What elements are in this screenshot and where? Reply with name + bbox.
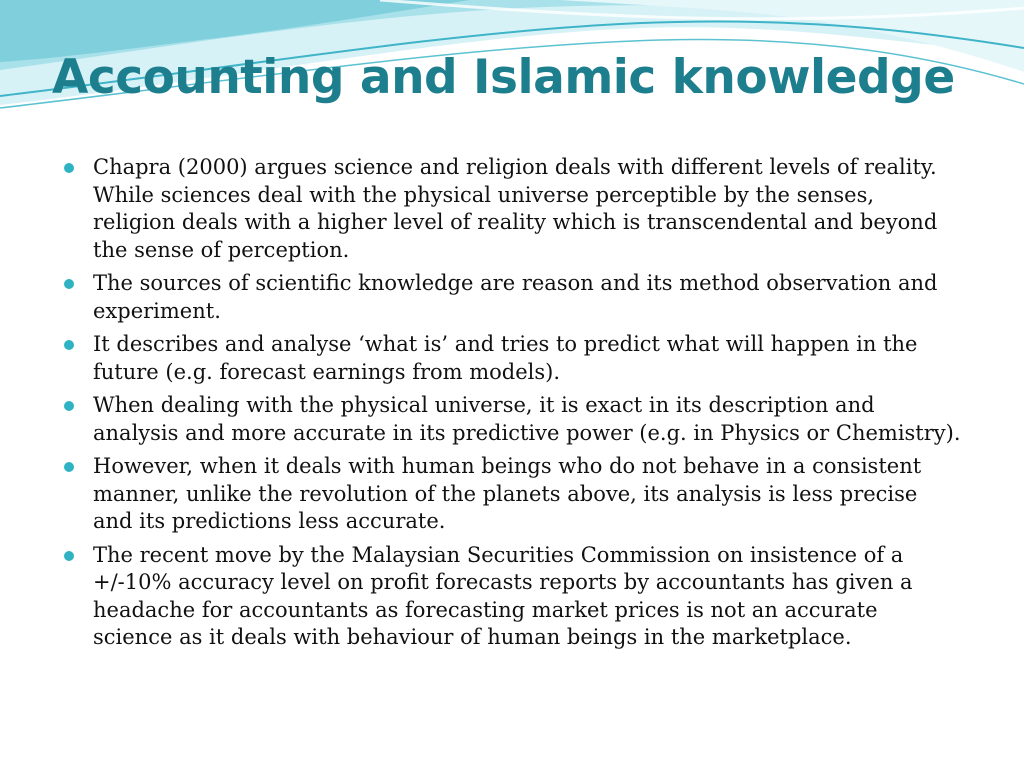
bullet-dot-icon — [64, 340, 74, 350]
bullet-item — [62, 453, 962, 536]
bullet-dot-icon — [64, 163, 74, 173]
bullet-dot-icon — [64, 279, 74, 289]
bullet-item — [62, 542, 962, 652]
bullet-list — [62, 154, 962, 658]
bullet-dot-icon — [64, 551, 74, 561]
bullet-text: The sources of scientific knowledge are reason and its method observation and experiment. — [93, 271, 938, 323]
bullet-text: When dealing with the physical universe, it is exact in its description and analysis and more accurate in its predictive power (e.g. in Physics or Chemistry). — [93, 393, 961, 445]
bullet-text: Chapra (2000) argues science and religion deals with different levels of reality. While sciences deal with the physical universe perceptible by the senses, religion deals with a higher level of reality which is transcendental and beyond the sense of perception. — [93, 155, 938, 262]
bullet-item — [62, 154, 962, 264]
bullet-dot-icon — [64, 462, 74, 472]
bullet-dot-icon — [64, 401, 74, 411]
slide-title: Accounting and Islamic knowledge — [52, 50, 955, 105]
bullet-item — [62, 392, 962, 447]
bullet-text: However, when it deals with human beings who do not behave in a consistent manner, unlike the revolution of the planets above, its analysis is less precise and its predictions less accurate. — [93, 454, 922, 533]
bullet-text: The recent move by the Malaysian Securities Commission on insistence of a +/-10% accuracy level on profit forecasts reports by accountants has given a headache for accountants as forecasting market prices is not an accurate science as it deals with behaviour of human beings in the marketplace. — [93, 542, 913, 649]
bullet-item — [62, 331, 962, 386]
bullet-item — [62, 270, 962, 325]
bullet-text: It describes and analyse ‘what is’ and tries to predict what will happen in the future (e.g. forecast earnings from models). — [93, 332, 918, 384]
